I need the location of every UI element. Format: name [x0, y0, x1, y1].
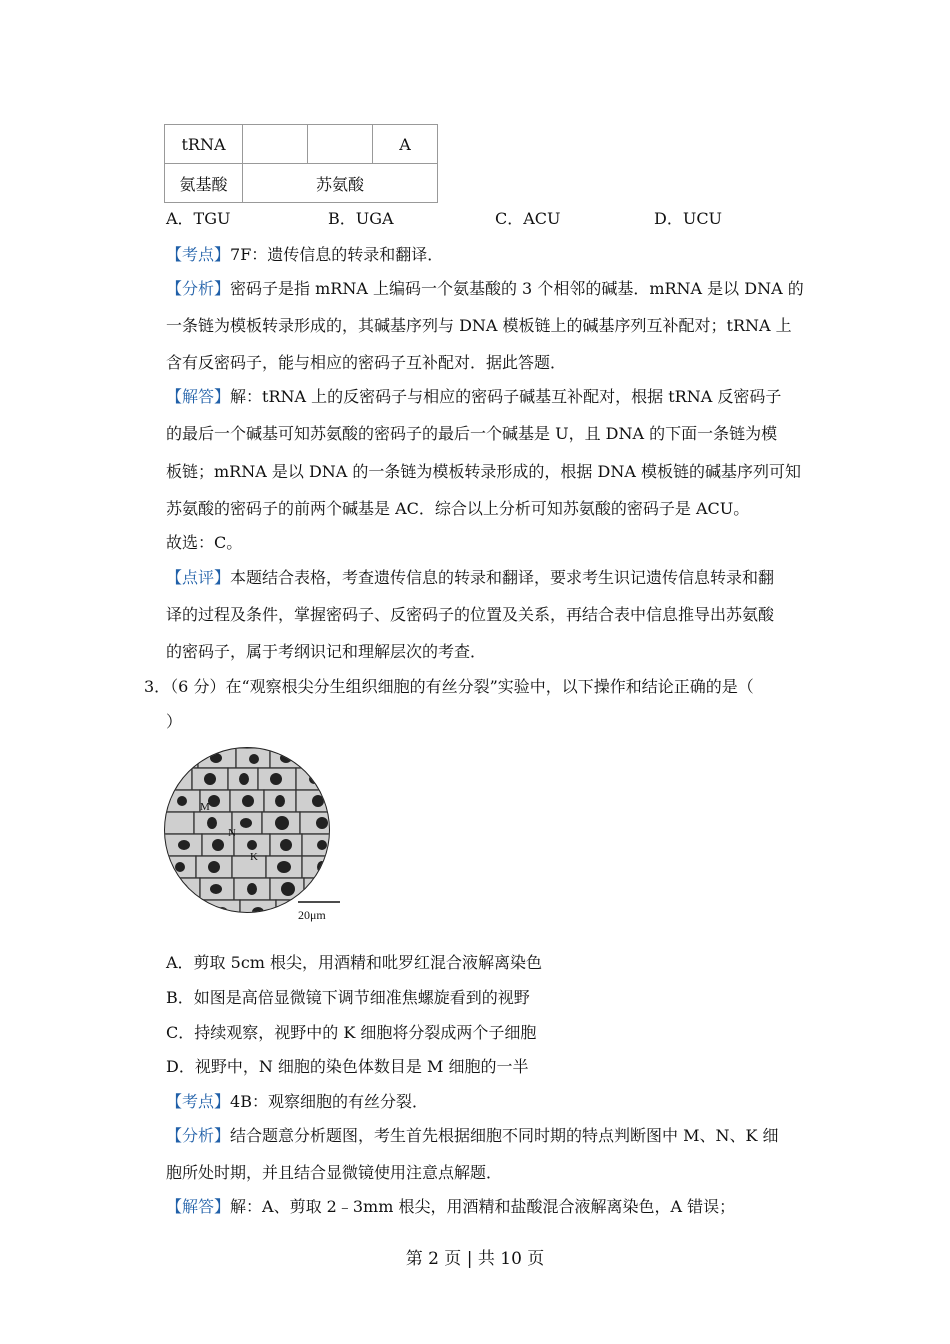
jieda-text: 苏氨酸的密码子的前两个碱基是 AC．综合以上分析可知苏氨酸的密码子是 ACU。: [166, 499, 750, 518]
jieda-tag: 【解答】: [166, 1197, 231, 1216]
dianping-tag: 【点评】: [166, 568, 231, 587]
fenxi-line: [166, 276, 804, 299]
label-k: K: [250, 851, 258, 863]
label-n: N: [228, 827, 236, 839]
page-footer: 第 2 页 | 共 10 页: [405, 1249, 545, 1269]
dianping-line: [166, 565, 774, 588]
scale-label: 20μm: [298, 908, 326, 922]
jieda-tag: 【解答】: [166, 387, 231, 406]
jieda-text: 板链；mRNA 是以 DNA 的一条链为模板转录形成的，根据 DNA 模板链的碱基序列可知: [166, 462, 801, 481]
q3-kaodian-line: [166, 1089, 428, 1112]
dianping-text: 本题结合表格，考查遗传信息的转录和翻译，要求考生识记遗传信息转录和翻: [230, 568, 775, 587]
fenxi-text: 结合题意分析题图，考生首先根据细胞不同时期的特点判断图中 M、N、K 细: [230, 1126, 779, 1145]
fenxi-text: 含有反密码子，能与相应的密码子互补配对．据此答题．: [166, 353, 567, 372]
fenxi-text: 一条链为模板转录形成的，其碱基序列与 DNA 模板链上的碱基序列互补配对；tRNA 上: [166, 316, 792, 335]
option-b: B．UGA: [328, 209, 394, 228]
dianping-text: 译的过程及条件，掌握密码子、反密码子的位置及关系，再结合表中信息推导出苏氨酸: [166, 605, 775, 624]
label-m: M: [200, 801, 210, 813]
q3-option-d: D．视野中，N 细胞的染色体数目是 M 细胞的一半: [166, 1057, 529, 1076]
codon-table: [164, 124, 438, 203]
table-cell: tRNA: [165, 125, 243, 164]
table-cell: A: [373, 125, 438, 164]
jieda-line: [166, 384, 781, 407]
q3-option-a: A．剪取 5cm 根尖，用酒精和吡罗红混合液解离染色: [166, 953, 543, 972]
jieda-text: 解：A、剪取 2﹣3mm 根尖，用酒精和盐酸混合液解离染色，A 错误；: [230, 1197, 736, 1216]
root-tip-cells-image: [164, 738, 344, 928]
option-c: C．ACU: [495, 209, 561, 228]
micrograph-figure: [164, 738, 344, 928]
q3-option-b: B．如图是高倍显微镜下调节细准焦螺旋看到的视野: [166, 988, 530, 1007]
question-3-stem-end: ）: [166, 712, 183, 731]
question-3-stem: 3．（6 分）在“观察根尖分生组织细胞的有丝分裂”实验中，以下操作和结论正确的是（: [144, 677, 754, 696]
fenxi-text: 密码子是指 mRNA 上编码一个氨基酸的 3 个相邻的碱基．mRNA 是以 DNA 的: [230, 279, 804, 298]
table-cell: [243, 125, 308, 164]
dianping-text: 的密码子，属于考纲识记和理解层次的考查．: [166, 642, 487, 661]
q3-fenxi-line: [166, 1123, 779, 1146]
jieda-text: 解：tRNA 上的反密码子与相应的密码子碱基互补配对，根据 tRNA 反密码子: [230, 387, 782, 406]
fenxi-tag: 【分析】: [166, 279, 231, 298]
option-d: D．UCU: [654, 209, 723, 228]
kaodian-tag: 【考点】: [166, 245, 231, 264]
table-cell: [308, 125, 373, 164]
kaodian-line: [166, 242, 443, 265]
fenxi-text: 胞所处时期，并且结合显微镜使用注意点解题．: [166, 1163, 503, 1182]
table-cell: 氨基酸: [165, 164, 243, 203]
jieda-text: 的最后一个碱基可知苏氨酸的密码子的最后一个碱基是 U，且 DNA 的下面一条链为模: [166, 424, 778, 443]
fenxi-tag: 【分析】: [166, 1126, 231, 1145]
q3-jieda-line: [166, 1194, 735, 1217]
kaodian-text: 4B：观察细胞的有丝分裂．: [230, 1092, 428, 1111]
kaodian-tag: 【考点】: [166, 1092, 231, 1111]
table-cell: 苏氨酸: [243, 164, 438, 203]
guxuan-text: 故选：C。: [166, 533, 243, 552]
option-a: A．TGU: [166, 209, 231, 228]
q3-option-c: C．持续观察，视野中的 K 细胞将分裂成两个子细胞: [166, 1023, 537, 1042]
kaodian-text: 7F：遗传信息的转录和翻译．: [230, 245, 444, 264]
